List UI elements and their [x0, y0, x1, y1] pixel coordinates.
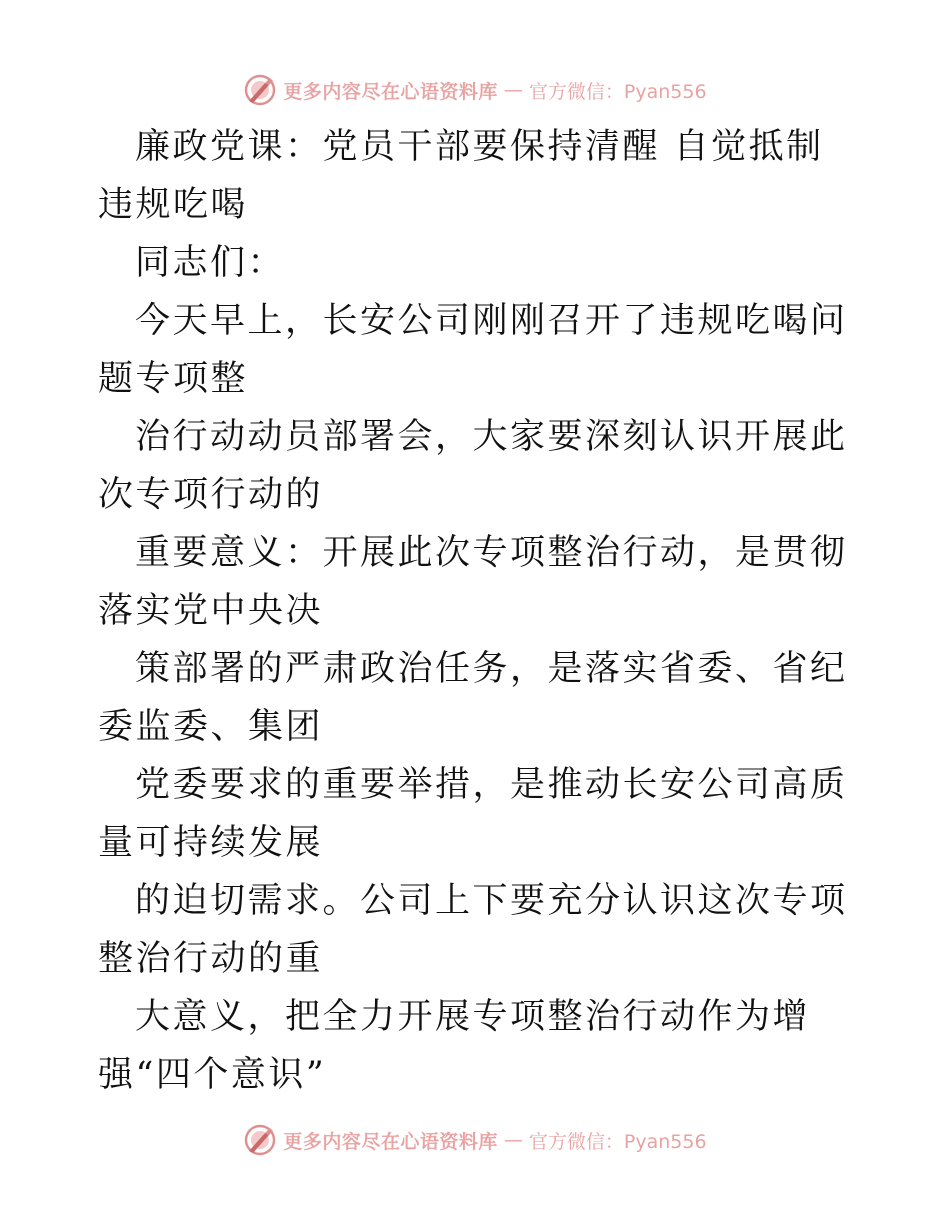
watermark-wechat: 官方微信：Pyan556	[528, 1130, 707, 1153]
watermark-text: 更多内容尽在心语资料库	[283, 1130, 498, 1153]
document-title: 廉政党课：党员干部要保持清醒 自觉抵制违规吃喝	[98, 127, 824, 225]
document-body	[98, 118, 858, 1104]
body-paragraph: 今天早上，长安公司刚刚召开了违规吃喝问题专项整	[98, 301, 848, 399]
watermark-dash: —	[503, 1129, 523, 1151]
body-paragraph: 的迫切需求。公司上下要充分认识这次专项整治行动的重	[98, 881, 848, 979]
watermark-wechat: 官方微信：Pyan556	[528, 80, 707, 103]
body-paragraph: 策部署的严肃政治任务，是落实省委、省纪委监委、集团	[98, 649, 848, 747]
salutation: 同志们：	[135, 243, 286, 283]
body-paragraph: 党委要求的重要举措，是推动长安公司高质量可持续发展	[98, 765, 848, 863]
body-paragraph: 治行动动员部署会，大家要深刻认识开展此次专项行动的	[98, 417, 848, 515]
body-paragraph: 大意义，把全力开展专项整治行动作为增强“四个意识”	[98, 997, 811, 1095]
watermark-text: 更多内容尽在心语资料库	[283, 80, 498, 103]
footer-watermark	[0, 1120, 950, 1160]
watermark-dash: —	[503, 79, 523, 101]
header-watermark	[0, 70, 950, 110]
pen-logo-icon	[243, 73, 277, 107]
pen-logo-icon	[243, 1123, 277, 1157]
body-paragraph: 重要意义：开展此次专项整治行动，是贯彻落实党中央决	[98, 533, 848, 631]
